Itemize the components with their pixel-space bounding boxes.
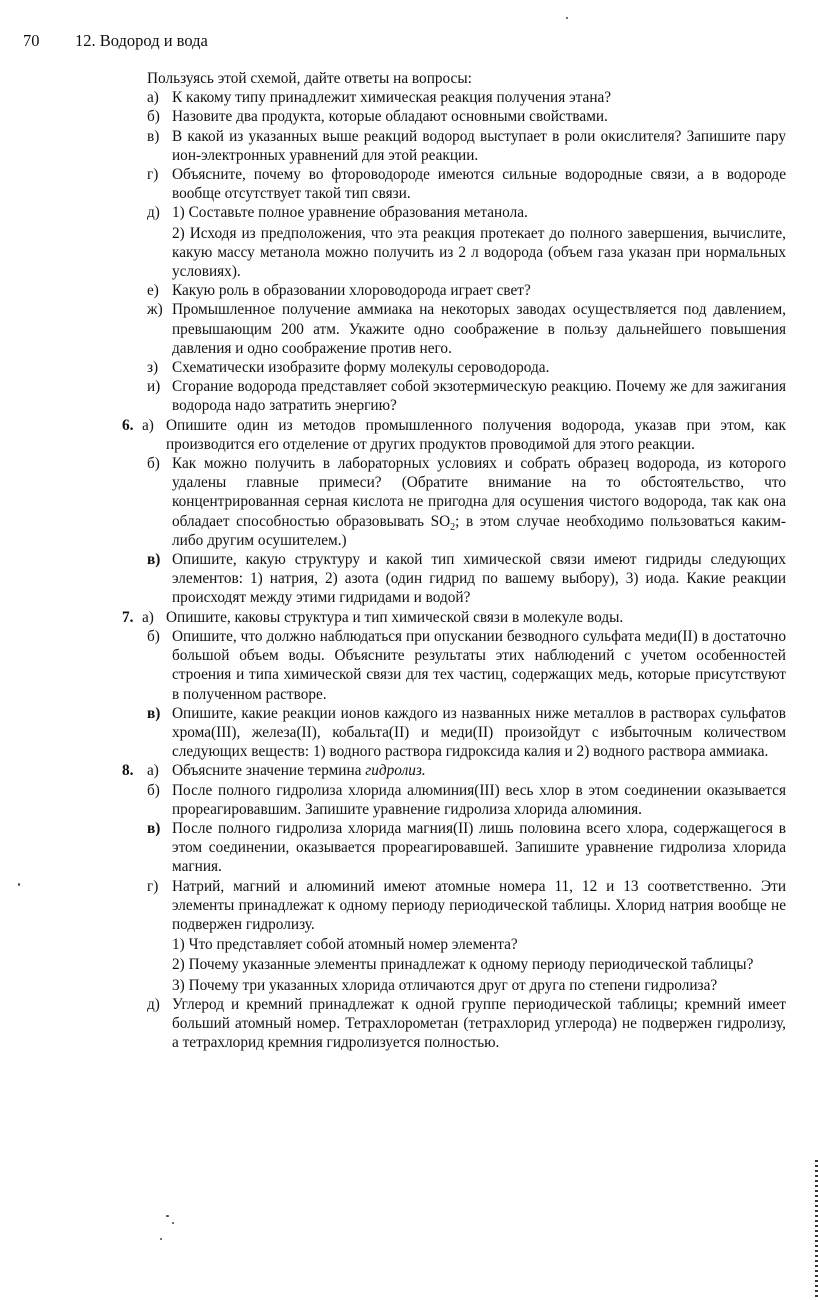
item-text: Какую роль в образовании хлороводорода играет свет? [172, 282, 531, 300]
item-text: Объясните значение термина гидролиз. [172, 762, 426, 780]
item-label: б) [147, 627, 160, 645]
item-text: Сгорание водорода представляет собой экзотермическую реакцию. Почему же для зажигания водорода надо затратить энергию? [172, 378, 786, 415]
item-label: в) [147, 127, 160, 145]
item-text: 3) Почему три указанных хлорида отличаются друг от друга по степени гидролиза? [172, 976, 718, 994]
item-label: в) [147, 819, 161, 837]
item-label: г) [147, 877, 159, 895]
item-text: Назовите два продукта, которые обладают основными свойствами. [172, 108, 608, 126]
item-text: Опишите один из методов промышленного получения водорода, указав при этом, как производится его отделение от других продуктов проводимой для этого реакции. [166, 416, 786, 453]
item-text: Опишите, какие реакции ионов каждого из названных ниже металлов в растворах сульфатов хрома(III), железа(II), кобальта(II) и меди(II) произойдут с избыточным количеством следующих веществ: 1) водного раствора гидроксида калия и 2) водного раствора аммиака. [172, 704, 786, 761]
scan-speck [172, 1222, 174, 1224]
item-label: д) [147, 204, 160, 222]
item-text: После полного гидролиза хлорида магния(II) лишь половина всего хлора, содержащегося в этом соединении, оказывается прореагировавшей. Запишите уравнение гидролиза хлорида магния. [172, 819, 786, 876]
item-label: ж) [147, 301, 163, 319]
item-text: Углерод и кремний принадлежат к одной группе периодической таблицы; кремний имеет больший атомный номер. Тетрахлорометан (тетрахлорид углерода) не подвержен гидролизу, а тетрахлорид кремния гидролизуется полностью. [172, 995, 786, 1052]
question-number: 8. [122, 762, 134, 780]
question-7 [122, 608, 786, 762]
item-label: з) [147, 359, 159, 377]
question-5zh [122, 300, 786, 358]
question-8b [122, 781, 786, 819]
chapter-title: 12. Водород и вода [75, 31, 208, 50]
item-label: а) [147, 89, 159, 107]
question-8g [122, 877, 786, 995]
scan-speck [166, 1215, 169, 1217]
question-5z [122, 358, 786, 377]
question-number: 6. [122, 416, 134, 434]
item-label: в) [147, 551, 161, 569]
item-label: б) [147, 108, 160, 126]
question-5a [122, 88, 786, 107]
question-5e [122, 281, 786, 300]
item-text: Натрий, магний и алюминий имеют атомные номера 11, 12 и 13 соответственно. Эти элементы принадлежат к одному периоду периодической таблицы. Хлорид натрия вообще не подвержен гидролизу. [172, 877, 786, 933]
item-text: Опишите, каковы структура и тип химической связи в молекуле воды. [166, 608, 624, 626]
intro-text: Пользуясь этой схемой, дайте ответы на вопросы: [147, 70, 472, 87]
page-number: 70 [23, 31, 40, 50]
question-6v [122, 550, 786, 608]
item-label: а) [142, 608, 154, 626]
item-text: 1) Что представляет собой атомный номер элемента? [172, 936, 518, 954]
question-6b [122, 454, 786, 550]
item-label: а) [147, 762, 159, 780]
question-5v [122, 127, 786, 165]
question-5g [122, 165, 786, 203]
item-text: Как можно получить в лабораторных условиях и собрать образец водорода, из которого удалены главные примеси? (Обратите внимание на то обстоятельство, что концентрированная серная кислота не пригодна для осушения чистого водорода, так как она обладает способностью образовывать $SO_2$; в этом случае необходимо пользоваться каким-либо другим осушителем.) [172, 455, 786, 549]
scan-speck [566, 17, 568, 19]
item-text: К какому типу принадлежит химическая реакция получения этана? [172, 89, 612, 107]
item-label: и) [147, 378, 161, 396]
scan-speck [18, 883, 20, 886]
question-8 [122, 761, 786, 1052]
item-text: Схематически изобразите форму молекулы сероводорода. [172, 359, 550, 377]
question-7b [122, 627, 786, 704]
question-6a [122, 416, 786, 454]
question-number: 7. [122, 608, 134, 626]
item-label: б) [147, 781, 160, 799]
item-label: д) [147, 995, 160, 1013]
question-6 [122, 416, 786, 608]
item-text: Промышленное получение аммиака на некоторых заводах осуществляется под давлением, превышающим 200 атм. Укажите одно соображение в пользу дальнейшего повышения давления и одно соображение против него. [172, 301, 786, 357]
question-8d [122, 995, 786, 1053]
question-7v [122, 704, 786, 762]
question-5d [122, 203, 786, 281]
question-7a [122, 608, 786, 627]
item-text: После полного гидролиза хлорида алюминия(III) весь хлор в этом соединении оказывается прореагировавшим. Запишите уравнение гидролиза хлорида алюминия. [172, 781, 786, 818]
item-text: В какой из указанных выше реакций водород выступает в роли окислителя? Запишите пару ион-электронных уравнений для этой реакции. [172, 127, 786, 164]
item-text: 2) Исходя из предположения, что эта реакция протекает до полного завершения, вычислите, какую массу метанола можно получить из 2 л водорода (объем газа указан при нормальных условиях). [172, 224, 786, 281]
question-8v [122, 819, 786, 877]
item-label: а) [142, 416, 154, 434]
item-label: б) [147, 455, 160, 473]
question-5i [122, 377, 786, 415]
item-label: г) [147, 166, 159, 184]
item-text: 2) Почему указанные элементы принадлежат к одному периоду периодической таблицы? [172, 956, 754, 974]
page-header [23, 31, 208, 51]
item-label: е) [147, 282, 159, 300]
page-content [122, 69, 786, 1052]
term-hydrolysis: гидролиз. [365, 762, 426, 780]
question-8a [122, 761, 786, 780]
item-text: Опишите, что должно наблюдаться при опускании безводного сульфата меди(II) в достаточно большой объем воды. Объясните результаты этих наблюдений с учетом особенностей строения и типа химической связи для тех частиц, содержащих медь, которые присутствуют в полученном растворе. [172, 627, 786, 703]
item-label: в) [147, 704, 161, 722]
item-text: Опишите, какую структуру и какой тип химической связи имеют гидриды следующих элементов: 1) натрия, 2) азота (один гидрид по вашему выбору), 3) иода. Какие реакции происходят между этими гидридами и водой? [172, 551, 786, 607]
item-text: 1) Составьте полное уравнение образования метанола. [172, 204, 528, 222]
scan-speck [160, 1238, 162, 1240]
question-5b [122, 107, 786, 126]
item-text: Объясните, почему во фтороводороде имеются сильные водородные связи, а в водороде вообще отсутствует такой тип связи. [172, 166, 786, 203]
